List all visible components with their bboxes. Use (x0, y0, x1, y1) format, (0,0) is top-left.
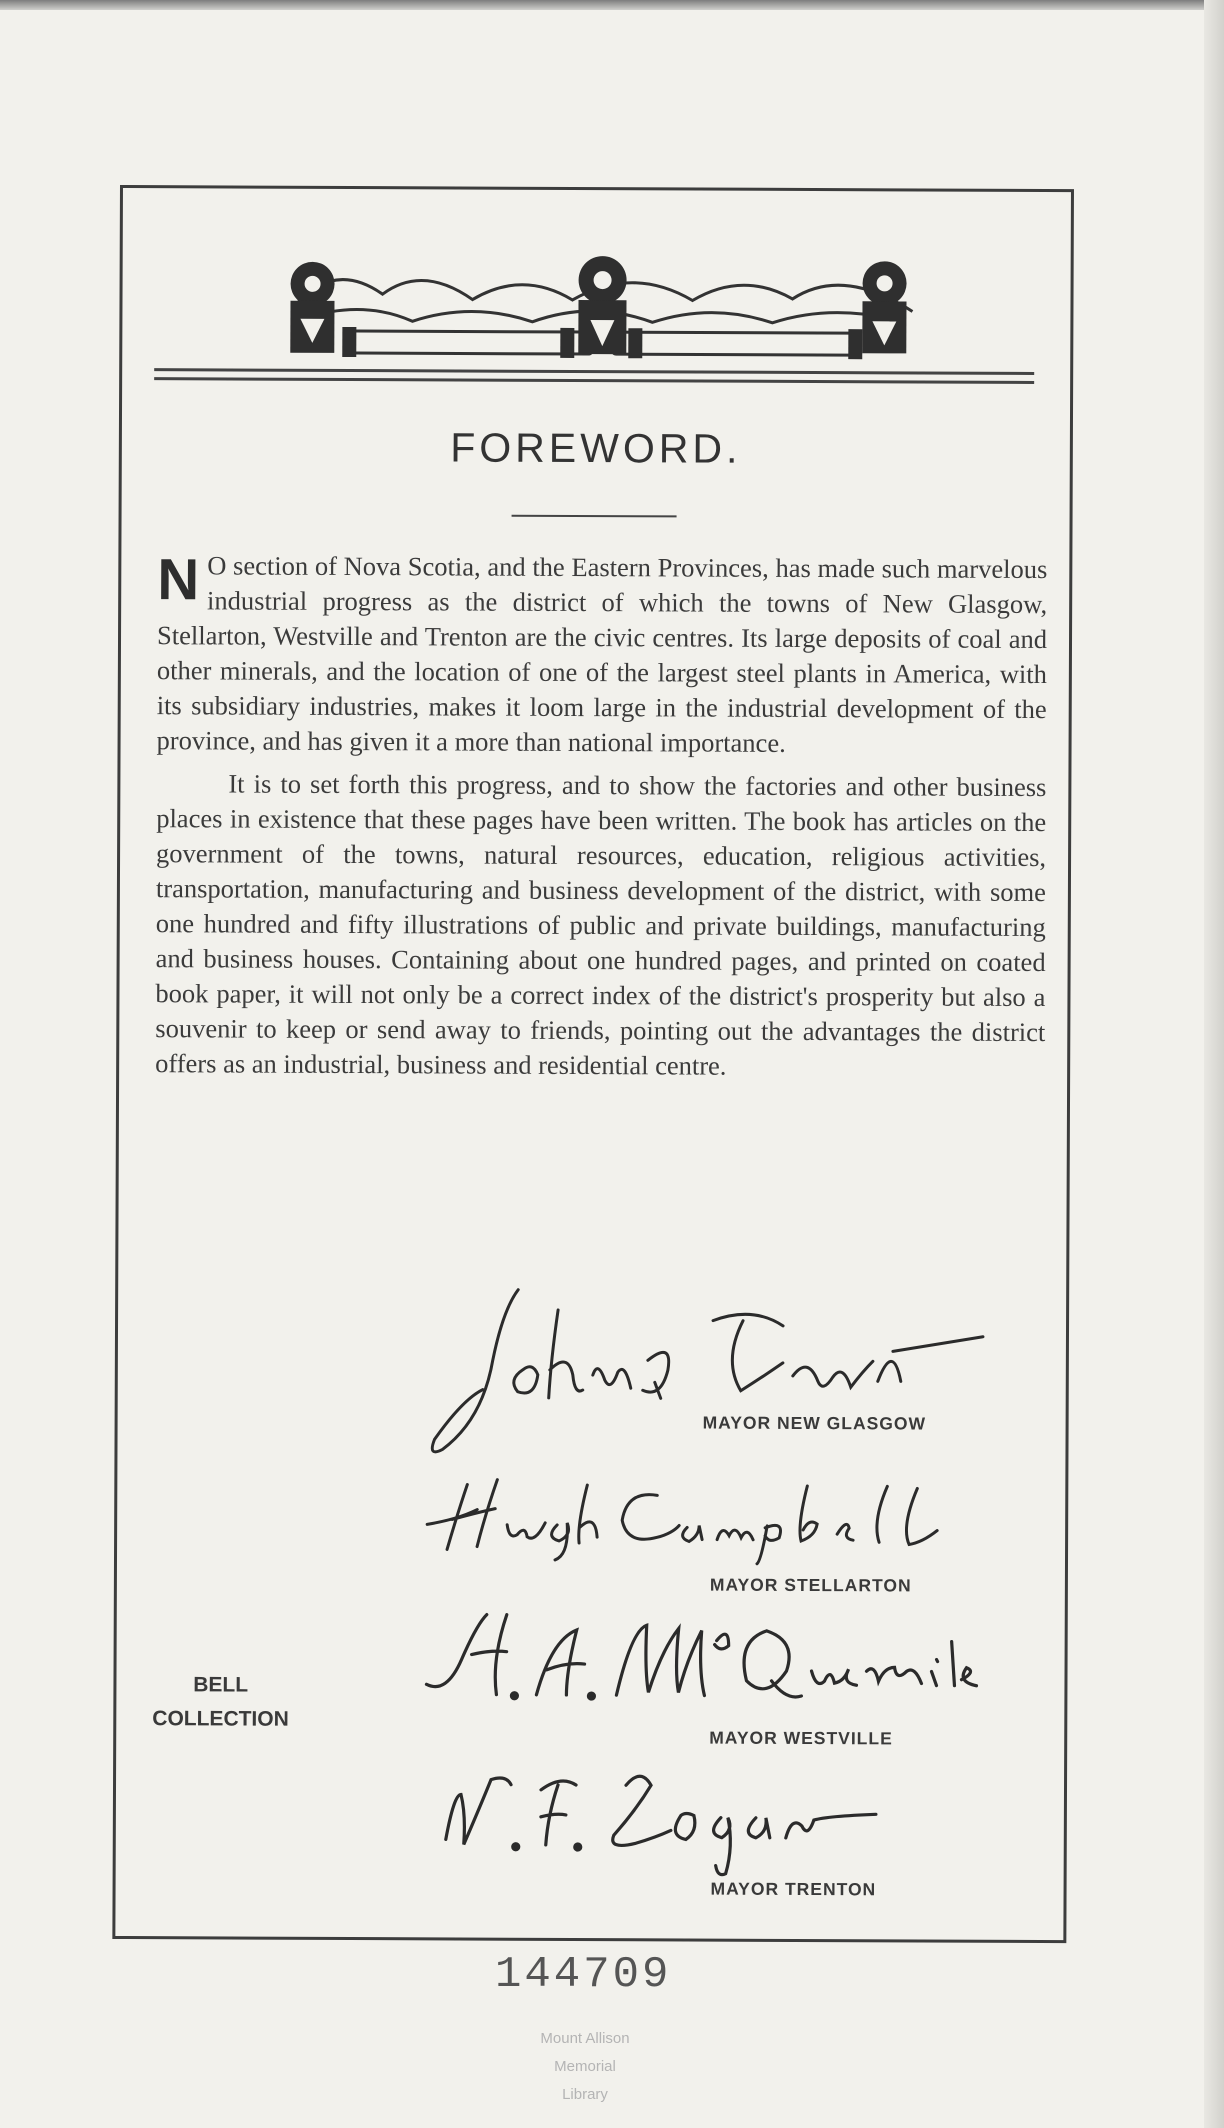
drop-cap: N (157, 547, 200, 613)
mayor-title-stellarton: MAYOR STELLARTON (709, 1574, 912, 1596)
scan-right-edge (1204, 0, 1224, 2128)
mayor-title-westville: MAYOR WESTVILLE (709, 1727, 893, 1749)
signature-trenton (436, 1754, 917, 1881)
page-frame (112, 185, 1074, 1943)
scan-top-edge (0, 0, 1224, 10)
library-stamp (495, 2025, 675, 2109)
mayor-title-new-glasgow: MAYOR NEW GLASGOW (702, 1412, 927, 1434)
collection-label-line-1: BELL (193, 1673, 249, 1697)
signature-stellarton (417, 1464, 957, 1566)
collection-label (152, 1668, 289, 1737)
paragraph-1-text: O section of Nova Scotia, and the Eastern Provinces, has made such marvelous industrial progress as the district of which the towns of New Glasgow, Stellarton, Westville and Trenton are the civic centres. Its large deposits of coal and other minerals, and the location of one of the largest steel plants in America, with its subsidiary industries, makes it loom large in the industrial development of the province, and has given it a more than national importance. (156, 550, 1048, 758)
library-stamp-line-1: Mount Allison (540, 2030, 630, 2047)
title-underline (512, 515, 677, 518)
double-rule (154, 368, 1034, 390)
library-stamp-line-3: Library (562, 2086, 608, 2103)
collection-label-line-2: COLLECTION (152, 1707, 289, 1731)
accession-number: 144709 (495, 1950, 672, 2000)
floral-ornament-icon (272, 239, 933, 362)
page-title: FOREWORD. (450, 424, 742, 472)
paragraph-1 (156, 548, 1047, 762)
library-stamp-line-2: Memorial (554, 2058, 616, 2075)
signature-westville (416, 1599, 987, 1721)
foreword-text (155, 548, 1047, 1085)
mayor-title-trenton: MAYOR TRENTON (710, 1878, 877, 1900)
paragraph-2: It is to set forth this progress, and to show the factories and other business places in existence that these pages have been written. The book has articles on the government of the towns, natural resources, education, religious activities, transportation, manufacturing and business development of the district, with some one hundred and fifty illustrations of public and private buildings, manufacturing and business houses. Containing about one hundred pages, and printed on coated book paper, it will not only be a correct index of the district's prosperity but also a souvenir to keep or send away to friends, pointing out the advantages the district offers as an industrial, business and residential centre. (155, 768, 1047, 1081)
